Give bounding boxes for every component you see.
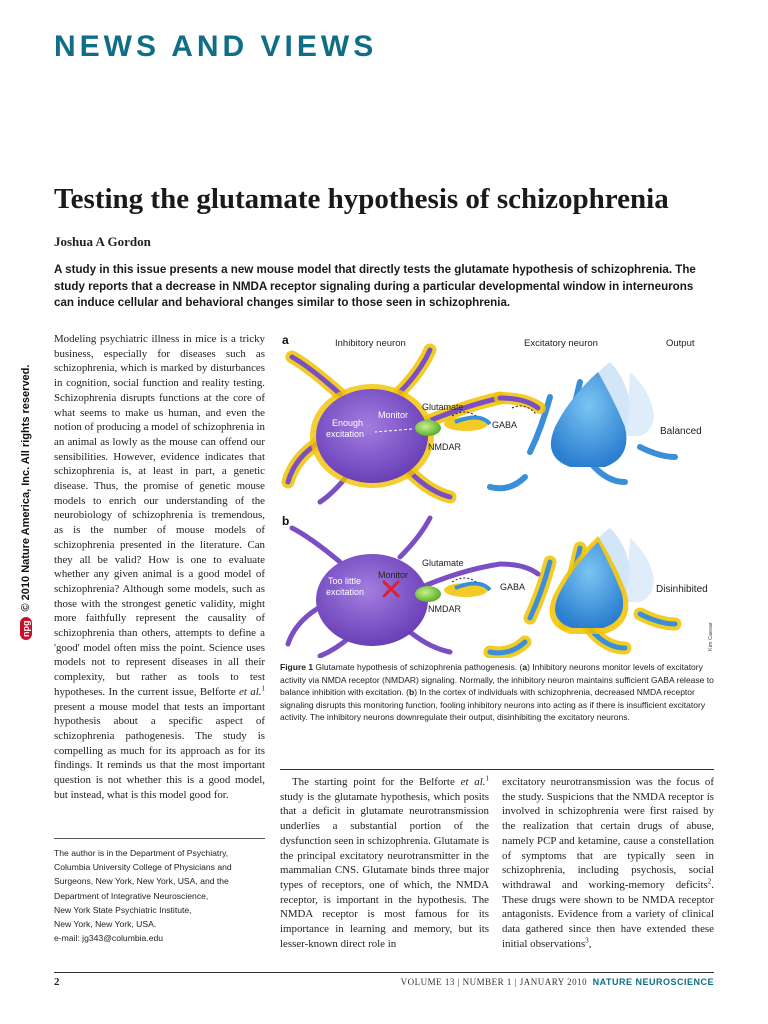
panel-b-label: b — [282, 514, 290, 528]
footer-rule — [54, 972, 714, 973]
ref-1[interactable]: 1 — [261, 684, 266, 693]
caption-text-b: ) In the cortex of individuals with schizophrenia, decreased NMDA receptor signaling disrupts this monitoring function, fooling inhibitory neurons into acting as if there is insufficient excitatory activity. The inhibitory neurons downregulate their output, disinhibiting the excitatory neurons. — [280, 687, 706, 723]
col3-text-3: , — [588, 937, 592, 950]
author-email[interactable]: e-mail: jg343@columbia.edu — [54, 933, 164, 944]
col2-text: study is the glutamate hypothesis, which posits that a deficit in glutamate neurotransmission underlies a substantial portion of the dysfunction seen in schizophrenia. Glutamate is the principal excitatory neurotransmitter in the mammalian CNS. Glutamate binds three major types of receptors, one of which, the NMDA receptor, is important in the hypothesis. The NMDA receptor is most famous for its importance in learning and memory, but its lesser-known direct role in — [280, 790, 489, 950]
figure-caption — [280, 661, 714, 724]
et-al: et al. — [460, 776, 486, 788]
output-label: Output — [666, 338, 695, 349]
nmdar-label-a: NMDAR — [428, 442, 461, 452]
caption-panel-b: b — [409, 687, 415, 698]
caption-rule — [280, 769, 714, 770]
too-little-label-2: excitation — [326, 587, 365, 597]
illustration-credit: Kim Caesar — [708, 622, 714, 651]
copyright-text: © 2010 Nature America, Inc. All rights reserved. — [20, 364, 32, 612]
nmdar-receptor-b — [415, 586, 441, 602]
panel-a-label: a — [282, 333, 289, 347]
body-column-1 — [54, 332, 265, 803]
caption-panel-a: a — [522, 662, 528, 672]
panel-b-diagram — [288, 518, 708, 656]
affiliation-line: Columbia University College of Physicians and — [54, 862, 232, 873]
section-header: NEWS AND VIEWS — [54, 30, 378, 63]
monitor-label-b: Monitor — [378, 570, 409, 580]
col1-text: Modeling psychiatric illness in mice is a tricky business, especially for diseases such as schizophrenia, which is marked by disturbances in cognition, social function and reality testing. Schizophrenia disrupts functions at the core of what seems to make us human, and even the notion of producing a model of schizophrenia in an animal as lowly as the mouse can offend our sensibilities. However, evidence indicates that schizophrenia is, at least in part, a genetic disease. Thus, the promise of genetic mouse models to enrich our understanding of the neurobiology of schizophrenia is tremendous, as is the number of mouse models of schizophrenia presented in the literature. Can they all be valid? How is one to evaluate whether any given animal is a good model of schizophrenia? Although some models, such as those with the strongest genetic validity, might more faithfully represent the causality of schizophrenia than others, attempts to define a 'good' model often miss the point. Science uses models not to represent diseases in all their complexity, but rather as tools to test hypotheses. In the current issue, Belforte — [54, 333, 265, 698]
copyright-notice — [18, 350, 34, 640]
figure-illustration — [280, 332, 716, 658]
figure-1 — [280, 332, 716, 658]
caption-label: Figure 1 — [280, 662, 314, 672]
glutamate-label-b: Glutamate — [422, 558, 464, 568]
balanced-label: Balanced — [660, 426, 702, 437]
excitatory-neuron-label: Excitatory neuron — [524, 338, 598, 349]
col3-text-2: . These drugs were shown to be NMDA receptor antagonists. Evidence from a variety of clinical data gathered since then have extended these initial observations — [502, 878, 714, 950]
ref-3[interactable]: 3 — [585, 936, 589, 945]
panel-a-diagram — [288, 350, 702, 502]
journal-name: NATURE NEUROSCIENCE — [592, 977, 714, 987]
inhibitory-neuron-label: Inhibitory neuron — [335, 338, 406, 349]
standfirst: A study in this issue presents a new mouse model that directly tests the glutamate hypothesis of schizophrenia. The study reports that a decrease in NMDA receptor signaling during a particular developmental window in interneurons can induce cellular and behavioral changes similar to those seen in schizophrenia. — [54, 263, 696, 309]
affiliation-line: Surgeons, New York, New York, USA, and the — [54, 876, 229, 887]
affiliation-line: New York, New York, USA. — [54, 919, 157, 930]
disinhibited-label: Disinhibited — [656, 584, 708, 595]
gaba-label-b: GABA — [500, 582, 526, 592]
author-name: Joshua A Gordon — [54, 234, 151, 249]
author-affiliation — [54, 846, 268, 945]
ref-2[interactable]: 2 — [707, 877, 712, 886]
et-al: et al. — [239, 685, 262, 698]
col1-text-end: present a mouse model that tests an important hypothesis about a specific aspect of schizophrenia pathogenesis. The study is compelling as much for its approach as for its findings. It reminds us that the most important question is not whether this is a good model, but instead, what is this model good for. — [54, 700, 265, 801]
footnote-rule — [54, 838, 265, 839]
gaba-label-a: GABA — [492, 420, 518, 430]
caption-text-a: ) Inhibitory neurons monitor levels of excitatory activity via NMDA receptor (NMDAR) signaling. Normally, the inhibitory neuron maintains sufficient GABA release to balance inhibition with excitation. ( — [280, 662, 714, 698]
ref-1[interactable]: 1 — [485, 774, 489, 783]
article-title: Testing the glutamate hypothesis of schizophrenia — [54, 183, 669, 215]
monitor-label-a: Monitor — [378, 410, 409, 420]
affiliation-line: The author is in the Department of Psychiatry, — [54, 848, 229, 858]
issue-text: VOLUME 13 | NUMBER 1 | JANUARY 2010 — [400, 977, 588, 987]
body-column-2 — [280, 775, 489, 951]
nmdar-label-b: NMDAR — [428, 604, 461, 614]
caption-title: Glutamate hypothesis of schizophrenia pathogenesis. ( — [313, 662, 523, 672]
inhibitory-neuron-b — [316, 554, 428, 646]
too-little-label-1: Too little — [328, 576, 362, 586]
col3-text: excitatory neurotransmission was the focus of the study. Suspicions that the NMDA receptor is involved in schizophrenia were first raised by the realization that certain drugs of abuse, namely PCP and ketamine, cause a constellation of symptoms that are typically seen in schizophrenia, including psychosis, social withdrawal and working-memory deficits — [502, 776, 714, 891]
enough-label-2: excitation — [326, 429, 365, 439]
col2-text-start: The starting point for the Belforte — [292, 776, 461, 788]
page-number: 2 — [54, 976, 60, 988]
nmdar-receptor-a — [415, 420, 441, 436]
enough-label-1: Enough — [332, 418, 364, 428]
affiliation-line: New York State Psychiatric Institute, — [54, 904, 192, 915]
npg-logo: npg — [20, 618, 32, 641]
affiliation-line: Department of Integrative Neuroscience, — [54, 890, 209, 901]
issue-info — [401, 977, 714, 987]
glutamate-label-a: Glutamate — [422, 402, 464, 412]
body-column-3 — [502, 775, 714, 951]
